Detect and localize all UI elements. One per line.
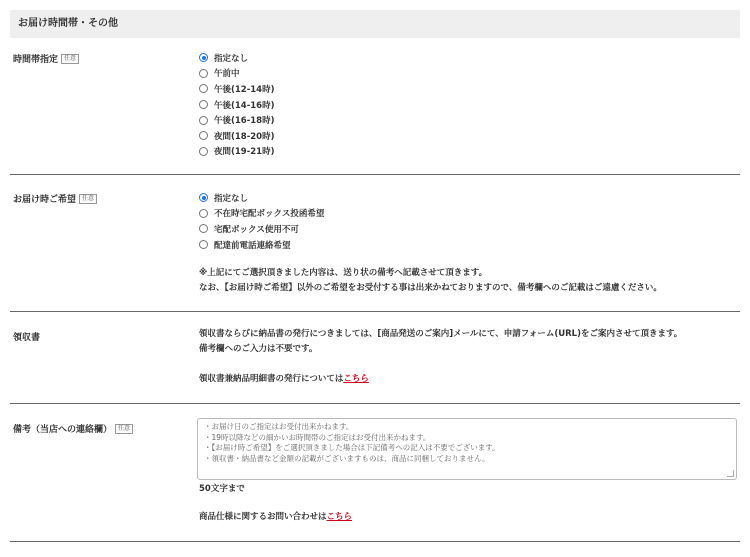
note-line-1: ※上記にてご選択頂きました内容は、送り状の備考へ記載させて頂きます。 xyxy=(199,268,488,278)
delivery-time-option-label: 夜間(19-21時) xyxy=(214,147,275,158)
receipt-label-text: 領収書 xyxy=(13,333,41,343)
divider xyxy=(10,541,740,542)
radio-button[interactable] xyxy=(199,224,208,233)
delivery-time-option-label: 指定なし xyxy=(214,53,249,64)
delivery-time-option-label: 午後(12-14時) xyxy=(214,84,275,95)
delivery-time-label xyxy=(13,52,79,65)
radio-button[interactable] xyxy=(199,131,208,140)
delivery-time-option[interactable] xyxy=(199,81,274,97)
radio-button[interactable] xyxy=(199,240,208,249)
delivery-request-option[interactable] xyxy=(199,221,324,237)
delivery-time-radio-group xyxy=(199,50,274,159)
delivery-time-option[interactable] xyxy=(199,50,274,66)
delivery-time-option[interactable] xyxy=(199,66,274,82)
radio-button[interactable] xyxy=(199,193,208,202)
divider xyxy=(10,174,740,175)
placeholder-line: ・【お届け時ご希望】をご選択頂きました場合は下記備考への記入は不要でございます。 xyxy=(204,443,500,452)
receipt-info xyxy=(199,327,682,357)
delivery-request-label-text: お届け時ご希望 xyxy=(13,195,77,205)
remarks-label-text: 備考（当店への連絡欄） xyxy=(13,425,113,435)
radio-button[interactable] xyxy=(199,53,208,62)
delivery-request-option-label: 配達前電話連絡希望 xyxy=(214,240,291,251)
divider xyxy=(10,311,740,312)
remarks-textarea[interactable] xyxy=(197,418,737,480)
delivery-request-option[interactable] xyxy=(199,237,324,253)
delivery-request-option-label: 宅配ボックス使用不可 xyxy=(214,224,299,235)
optional-badge: 任意 xyxy=(79,194,97,204)
inquiry-link[interactable]: こちら xyxy=(326,512,353,522)
placeholder-line: ・領収書・納品書など金額の記載がございますものは、商品に同梱しておりません。 xyxy=(204,453,490,463)
delivery-request-radio-group xyxy=(199,190,324,252)
delivery-time-option-label: 午後(16-18時) xyxy=(214,116,275,127)
delivery-request-note xyxy=(199,266,662,296)
radio-button[interactable] xyxy=(199,209,208,218)
radio-button[interactable] xyxy=(199,100,208,109)
delivery-time-option-label: 午後(14-16時) xyxy=(214,100,275,111)
divider xyxy=(10,403,740,404)
delivery-request-option[interactable] xyxy=(199,190,324,206)
delivery-request-option[interactable] xyxy=(199,206,324,222)
delivery-request-option-label: 不在時宅配ボックス投函希望 xyxy=(214,209,325,220)
radio-button[interactable] xyxy=(199,84,208,93)
receipt-link-row xyxy=(199,372,369,387)
delivery-time-option[interactable] xyxy=(199,112,274,128)
delivery-request-option-label: 指定なし xyxy=(214,193,249,204)
delivery-time-option-label: 夜間(18-20時) xyxy=(214,131,275,142)
receipt-line-2: 備考欄へのご入力は不要です。 xyxy=(199,344,318,354)
radio-button[interactable] xyxy=(199,69,208,78)
inquiry-prefix: 商品仕様に関するお問い合わせは xyxy=(199,512,327,522)
delivery-time-option[interactable] xyxy=(199,97,274,113)
optional-badge: 任意 xyxy=(115,424,133,434)
placeholder-line: ・19時以降などの細かいお時間帯のご指定はお受付出来かねます。 xyxy=(204,432,431,442)
receipt-line-1: 領収書ならびに納品書の発行につきましては、[商品発送のご案内]メールにて、申請フォーム(URL)をご案内させて頂きます。 xyxy=(199,329,683,339)
section-title: お届け時間帯・その他 xyxy=(10,10,740,38)
note-line-2: なお、【お届け時ご希望】以外のご希望をお受付する事は出来かねておりますので、備考欄へのご記載はご遠慮ください。 xyxy=(199,283,662,293)
delivery-request-label xyxy=(13,192,97,205)
optional-badge: 任意 xyxy=(61,54,79,64)
receipt-link[interactable]: こちら xyxy=(343,374,369,384)
inquiry-row xyxy=(199,510,352,525)
char-limit: 50文字まで xyxy=(199,484,245,494)
receipt-link-prefix: 領収書兼納品明細書の発行については xyxy=(199,374,344,384)
resize-handle[interactable] xyxy=(727,470,734,477)
remarks-label xyxy=(13,422,133,435)
placeholder-line: ・お届け日のご指定はお受付出来かねます。 xyxy=(204,422,354,431)
receipt-label xyxy=(13,330,40,343)
delivery-time-label-text: 時間帯指定 xyxy=(13,55,59,65)
delivery-time-option[interactable] xyxy=(199,144,274,160)
delivery-time-option[interactable] xyxy=(199,128,274,144)
delivery-time-option-label: 午前中 xyxy=(214,69,240,80)
radio-button[interactable] xyxy=(199,116,208,125)
radio-button[interactable] xyxy=(199,147,208,156)
